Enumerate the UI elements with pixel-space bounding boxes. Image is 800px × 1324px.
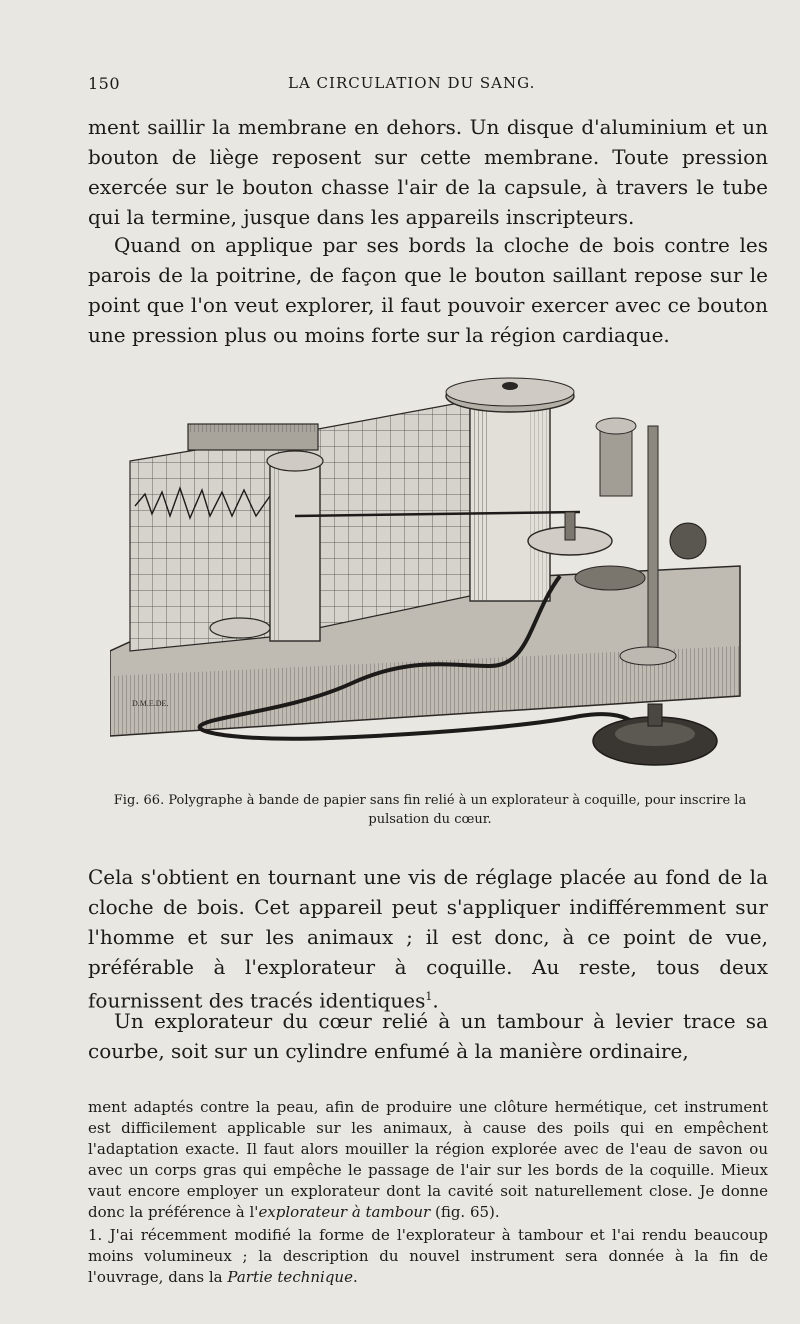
adjusting-knob (670, 523, 706, 559)
footnote-1-text: 1. J'ai récemment modifié la forme de l'explorateur à tambour et l'ai rendu beaucoup moins volumineux ; la description du nouvel instrument sera donnée à la fin de l'ouvrage, dans la (88, 1226, 768, 1286)
engraver-mark: D.M.E.DE. (132, 699, 169, 708)
footnote-1-italic: Partie technique (227, 1268, 353, 1286)
footnote-continued (88, 1097, 768, 1223)
running-title: LA CIRCULATION DU SANG. (288, 74, 536, 92)
paragraph-3-text: Cela s'obtient en tournant une vis de réglage placée au fond de la cloche de bois. Cet appareil peut s'appliquer indifféremment sur l'homme et sur les animaux ; il est donc, à ce point de vue, préférable à l'explorateur à coquille. Au reste, tous deux fournissent des tracés identiques (88, 865, 768, 1013)
footnote-continued-end: (fig. 65). (430, 1203, 500, 1221)
footnote-1 (88, 1225, 768, 1288)
footnote-ref-1: 1 (425, 990, 433, 1003)
figure-caption: Fig. 66. Polygraphe à bande de papier sans fin relié à un explorateur à coquille, pour inscrire la pulsation du cœur. (113, 793, 747, 827)
page-header (88, 74, 768, 100)
footnote-continued-text: ment adaptés contre la peau, afin de produire une clôture hermétique, cet instrument est difficilement applicable sur les animaux, à cause des poils qui en empêchent l'adaptation exacte. Il faut alors mouiller la région explorée avec de l'eau de savon ou avec un corps gras qui empêche le passage de l'air sur les bords de la coquille. Mieux vaut encore employer un explorateur dont la cavité soit naturellement close. Je donne donc la préférence à l' (88, 1098, 768, 1221)
paragraph-2: Quand on applique par ses bords la cloche de bois contre les parois de la poitrine, de façon que le bouton saillant repose sur le point que l'on veut explorer, il faut pouvoir exercer avec ce bouton une pression plus ou moins forte sur la région cardiaque. (88, 233, 768, 347)
figure-66-engraving (110, 366, 742, 776)
paragraph-3-end: . (432, 988, 439, 1013)
page-number: 150 (88, 74, 121, 93)
footnotes (88, 1097, 768, 1288)
paragraph-3 (88, 862, 768, 1016)
support-stand (648, 426, 658, 661)
polygraph-illustration (110, 366, 742, 776)
footnote-continued-italic: explorateur à tambour (258, 1203, 431, 1221)
paragraph-4: Un explorateur du cœur relié à un tambour à levier trace sa courbe, soit sur un cylindre enfumé à la manière ordinaire, (88, 1009, 768, 1063)
paragraph-1: ment saillir la membrane en dehors. Un disque d'aluminium et un bouton de liège reposent sur cette membrane. Toute pression exercée sur le bouton chasse l'air de la capsule, à travers le tube qui la termine, jusque dans les appareils inscripteurs. (88, 115, 768, 229)
footnote-1-end: . (352, 1268, 358, 1286)
